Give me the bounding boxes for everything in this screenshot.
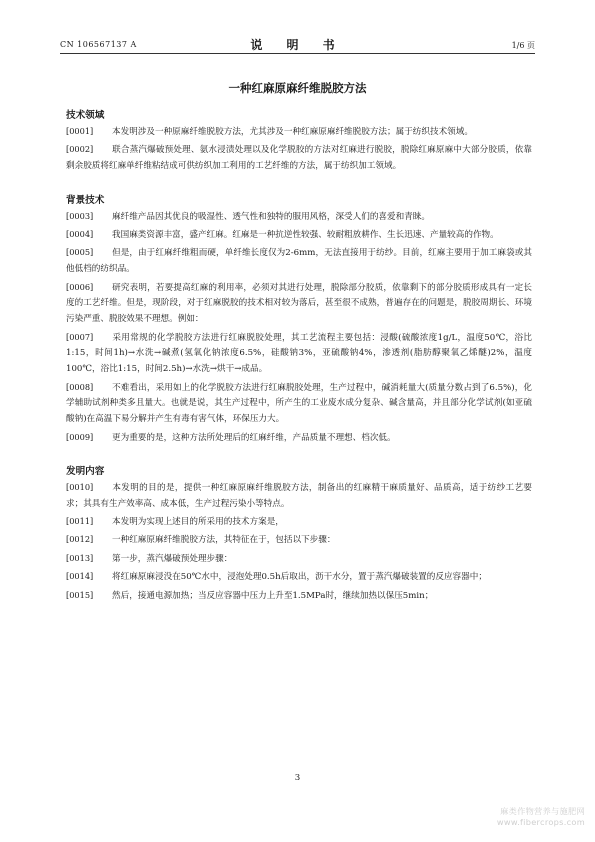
paragraph-text: 研究表明，若要提高红麻的利用率，必须对其进行处理，脱除部分胶质，依靠剩下的部分胶质形成具有一定长度的工艺纤维。但是，现阶段，对于红麻脱胶的技术相对较为落后，甚至很不成熟，普遍存在的问题是，脱胶周期长、环境污染严重、脱胶效果不理想。例如： xyxy=(66,282,532,325)
paragraph xyxy=(66,430,532,447)
paragraph-text: 本发明涉及一种原麻纤维脱胶方法，尤其涉及一种红麻原麻纤维脱胶方法；属于纺织技术领域。 xyxy=(112,127,473,137)
paragraph-number: [0011] xyxy=(66,516,94,527)
paragraph-number: [0014] xyxy=(66,571,94,582)
paragraph-text: 联合蒸汽爆破预处理、氨水浸渍处理以及化学脱胶的方法对红麻进行脱胶，脱除红麻原麻中大部分胶质，依靠剩余胶质将红麻单纤维粘结成可供纺织加工利用的工艺纤维的方法，属于纺织加工领域。 xyxy=(66,145,532,172)
section-spacer xyxy=(66,448,532,464)
paragraph xyxy=(66,142,532,175)
paragraph-text: 然后，接通电源加热；当反应容器中压力上升至1.5MPa时，继续加热以保压5min； xyxy=(112,590,434,601)
document-body xyxy=(66,108,532,606)
paragraph-number: [0004] xyxy=(66,228,94,239)
section-technical-field xyxy=(66,108,532,175)
paragraph-number: [0013] xyxy=(66,552,94,563)
paragraph-text: 本发明为实现上述目的所采用的技术方案是， xyxy=(112,517,284,528)
section-background xyxy=(66,193,532,447)
document-type: 说 明 书 xyxy=(250,38,345,52)
paragraph-text: 一种红麻原麻纤维脱胶方法，其特征在于，包括以下步骤： xyxy=(112,535,336,546)
paragraph xyxy=(66,209,532,226)
paragraph-number: [0006] xyxy=(66,281,94,292)
paragraph-number: [0008] xyxy=(66,381,94,392)
paragraph-text: 本发明的目的是，提供一种红麻原麻纤维脱胶方法，制备出的红麻精干麻质量好、品质高，适于纺纱工艺要求；其具有生产效率高、成本低，生产过程污染小等特点。 xyxy=(66,482,532,509)
paragraph xyxy=(66,551,532,568)
paragraph xyxy=(66,227,532,244)
paragraph-number: [0003] xyxy=(66,210,94,221)
paragraph-number: [0012] xyxy=(66,534,94,545)
header-rule xyxy=(60,53,535,54)
section-summary xyxy=(66,464,532,605)
paragraph-number: [0009] xyxy=(66,431,94,442)
site-watermark: 麻类作物营养与施肥网 www.fibercrops.com xyxy=(496,806,585,827)
section-heading: 技术领域 xyxy=(66,110,105,121)
paragraph-text: 更为重要的是，这种方法所处理后的红麻纤维，产品质量不理想、档次低。 xyxy=(112,432,396,443)
section-spacer xyxy=(66,177,532,193)
paragraph xyxy=(66,280,532,328)
paragraph-text: 采用常规的化学脱胶方法进行红麻脱胶处理，其工艺流程主要包括：浸酸(硫酸浓度1g/L，温度50℃，浴比1:15，时间1h)→水洗→碱煮(氢氧化钠浓度6.5%，硅酸钠3%，亚硫酸钠4%，渗透剂(脂肪醇聚氧乙烯醚)2%，温度100℃，浴比1:15，时间2.5h)→水洗→烘干→成品。 xyxy=(66,332,532,375)
paragraph-number: [0001] xyxy=(66,126,94,136)
page-header xyxy=(60,36,535,54)
paragraph-text: 不难看出，采用如上的化学脱胶方法进行红麻脱胶处理，生产过程中，碱消耗量大(质量分数占到了6.5%)，化学辅助试剂种类多且量大。也就是说，其生产过程中，所产生的工业废水成分复杂、碱含量高，并且部分化学试剂(如亚硫酸钠)在高温下易分解并产生有毒有害气体，环保压力大。 xyxy=(66,382,532,425)
paragraph-text: 第一步，蒸汽爆破预处理步骤： xyxy=(112,553,233,564)
section-heading: 发明内容 xyxy=(66,465,105,477)
paragraph xyxy=(66,124,532,141)
patent-number: CN 106567137 A xyxy=(60,40,137,49)
paragraph-number: [0010] xyxy=(66,481,94,492)
paragraph-number: [0015] xyxy=(66,589,94,600)
paragraph xyxy=(66,330,532,378)
paragraph xyxy=(66,569,532,586)
paragraph-text: 麻纤维产品因其优良的吸湿性、透气性和独特的服用风格，深受人们的喜爱和青睐。 xyxy=(112,211,430,222)
paragraph xyxy=(66,245,532,278)
page-indicator: 1/6 页 xyxy=(511,41,535,50)
section-heading: 背景技术 xyxy=(66,194,105,206)
page-number: 3 xyxy=(294,773,301,783)
paragraph xyxy=(66,514,532,531)
paragraph xyxy=(66,380,532,428)
paragraph-number: [0007] xyxy=(66,331,94,342)
paragraph-text: 但是，由于红麻纤维粗而硬，单纤维长度仅为2-6mm，无法直接用于纺纱。目前，红麻主要用于加工麻袋或其他低档的纺织品。 xyxy=(66,248,532,275)
document-title: 一种红麻原麻纤维脱胶方法 xyxy=(228,81,367,95)
paragraph xyxy=(66,480,532,513)
paragraph-number: [0005] xyxy=(66,247,94,258)
paragraph xyxy=(66,532,532,549)
paragraph xyxy=(66,588,532,605)
paragraph-text: 我国麻类资源丰富，盛产红麻。红麻是一种抗逆性较强、较耐粗放耕作、生长迅速、产量较高的作物。 xyxy=(112,229,499,240)
paragraph-number: [0002] xyxy=(66,144,94,155)
paragraph-text: 将红麻原麻浸没在50℃水中，浸泡处理0.5h后取出，沥干水分，置于蒸汽爆破装置的反应容器中； xyxy=(112,572,487,583)
